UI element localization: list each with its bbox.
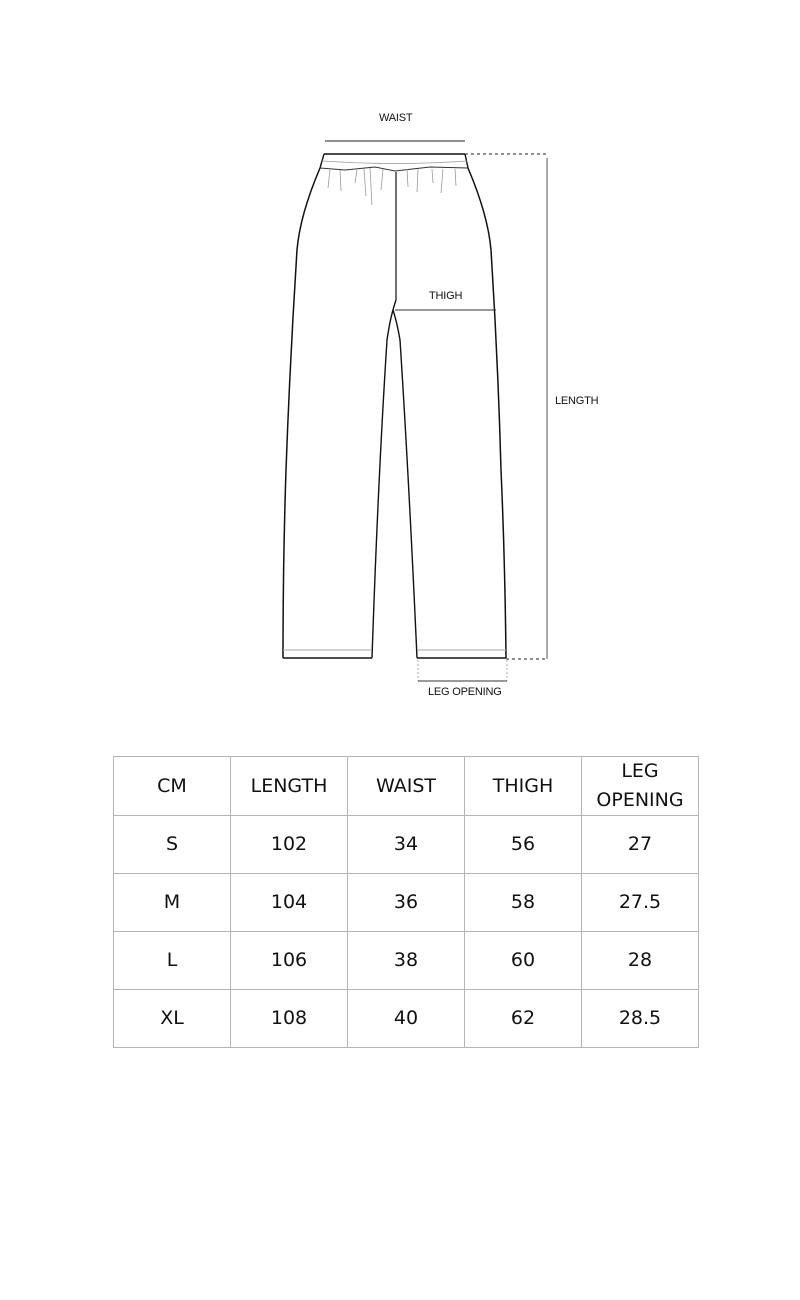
waist-cell: 38	[348, 932, 465, 990]
table-row	[114, 990, 699, 1048]
leg-opening-cell: 27.5	[582, 874, 699, 932]
length-label: LENGTH	[555, 395, 599, 407]
header-thigh: THIGH	[465, 757, 582, 816]
leg-opening-label: LEG OPENING	[428, 686, 502, 698]
table-row	[114, 816, 699, 874]
size-cell: M	[114, 874, 231, 932]
waist-cell: 40	[348, 990, 465, 1048]
header-leg-opening-line2: OPENING	[596, 789, 684, 811]
header-unit: CM	[114, 757, 231, 816]
table-row	[114, 932, 699, 990]
length-cell: 108	[231, 990, 348, 1048]
size-cell: S	[114, 816, 231, 874]
thigh-cell: 62	[465, 990, 582, 1048]
header-length: LENGTH	[231, 757, 348, 816]
waist-label: WAIST	[379, 112, 413, 124]
length-cell: 104	[231, 874, 348, 932]
size-cell: XL	[114, 990, 231, 1048]
size-chart-table	[113, 756, 699, 1048]
waist-cell: 34	[348, 816, 465, 874]
thigh-cell: 60	[465, 932, 582, 990]
size-cell: L	[114, 932, 231, 990]
header-waist: WAIST	[348, 757, 465, 816]
thigh-cell: 58	[465, 874, 582, 932]
length-cell: 106	[231, 932, 348, 990]
header-leg-opening	[582, 757, 699, 816]
header-leg-opening-line1: LEG	[621, 760, 659, 782]
table-header-row	[114, 757, 699, 816]
leg-opening-cell: 28.5	[582, 990, 699, 1048]
table-row	[114, 874, 699, 932]
length-cell: 102	[231, 816, 348, 874]
thigh-cell: 56	[465, 816, 582, 874]
waist-cell: 36	[348, 874, 465, 932]
leg-opening-cell: 28	[582, 932, 699, 990]
thigh-label: THIGH	[429, 290, 463, 302]
leg-opening-cell: 27	[582, 816, 699, 874]
